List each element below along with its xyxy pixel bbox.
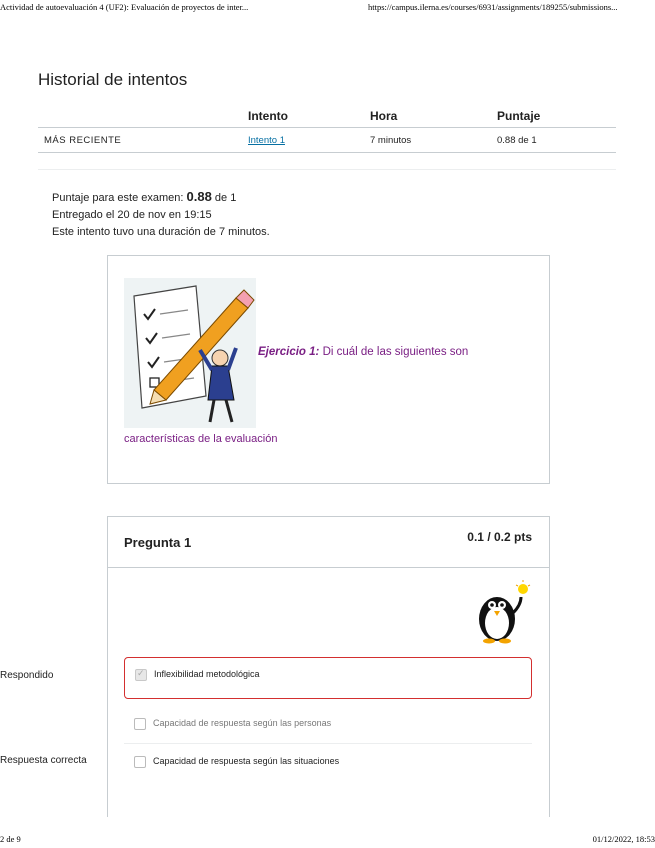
duration-line: Este intento tuvo una duración de 7 minutos. <box>52 226 270 238</box>
attempt-score: 0.88 de 1 <box>497 135 537 146</box>
header-score: Puntaje <box>497 109 541 123</box>
score-line: Puntaje para este examen: 0.88 de 1 <box>52 189 237 204</box>
attempt-time: 7 minutos <box>370 135 412 146</box>
page-counter: 2 de 9 <box>0 834 21 844</box>
answer-checkbox <box>134 756 146 768</box>
answer-label: Capacidad de respuesta según las situaciones <box>153 756 340 766</box>
attempt-history-table <box>38 105 616 170</box>
exercise-question: Ejercicio 1: Di cuál de las siguientes son <box>258 346 469 358</box>
answer-label: Capacidad de respuesta según las personas <box>153 718 332 728</box>
checklist-pencil-illustration <box>124 278 256 428</box>
penguin-idea-icon <box>473 579 533 645</box>
answered-label: Respondido <box>0 670 54 681</box>
header-attempt: Intento <box>248 109 288 123</box>
question-title: Pregunta 1 <box>124 535 192 550</box>
answer-checkbox-checked <box>135 669 147 681</box>
table-header <box>38 105 616 128</box>
exercise-intro <box>107 255 550 484</box>
submitted-line: Entregado el 20 de nov en 19:15 <box>52 209 212 221</box>
most-recent-label: MÁS RECIENTE <box>44 135 122 146</box>
answer-label: Inflexibilidad metodológica <box>154 669 260 679</box>
answer-option-3[interactable] <box>124 745 532 781</box>
question-header <box>108 517 549 568</box>
attempt-link[interactable]: Intento 1 <box>248 135 285 146</box>
correct-answer-label: Respuesta correcta <box>0 755 87 766</box>
score-value: 0.88 <box>186 189 212 204</box>
exam-summary <box>52 188 270 241</box>
header-time: Hora <box>370 109 398 123</box>
exercise-label: Ejercicio 1: <box>258 346 320 358</box>
answer-checkbox <box>134 718 146 730</box>
divider <box>38 153 616 170</box>
table-row <box>38 128 616 153</box>
answer-option-1[interactable] <box>124 657 532 699</box>
answer-option-2[interactable] <box>124 707 532 744</box>
exercise-question-continued: características de la evaluación <box>124 433 278 445</box>
history-title: Historial de intentos <box>38 70 188 89</box>
question-points: 0.1 / 0.2 pts <box>467 530 532 544</box>
print-header-title: Actividad de autoevaluación 4 (UF2): Evaluación de proyectos de inter... <box>0 2 249 12</box>
print-timestamp: 01/12/2022, 18:53 <box>592 834 655 844</box>
print-header-url: https://campus.ilerna.es/courses/6931/assignments/189255/submissions... <box>368 2 618 12</box>
